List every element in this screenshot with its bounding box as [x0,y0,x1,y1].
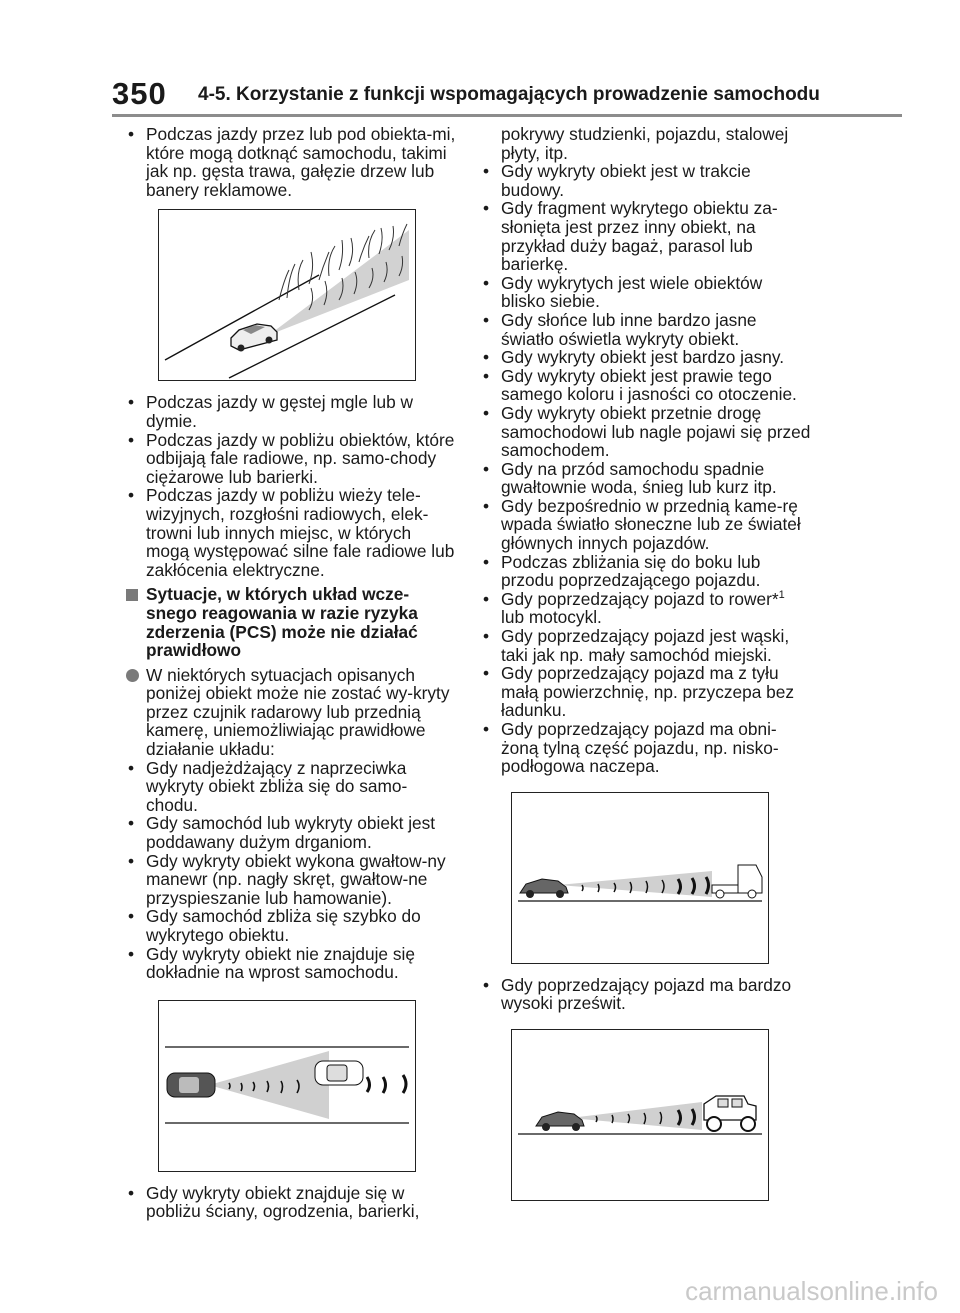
list-item: • Gdy wykrytych jest wiele obiektów blisko siebie. [481,274,811,311]
left-column [126,125,456,1221]
list-item: • Podczas jazdy w pobliżu wieży tele-wizyjnych, rozgłośni radiowych, elek-trowni lub innych miejsc, w których mogą występować silne fale radiowe lub zakłócenia elektryczne. [126,486,456,579]
figure-offset-object-illustration [158,1000,416,1172]
square-bullet-icon [126,589,138,601]
list-item: • Gdy wykryty obiekt nie znajduje się dokładnie na wprost samochodu. [126,945,456,982]
list-item: • Podczas jazdy w pobliżu obiektów, które odbijają fale radiowe, np. samo-chody ciężarowe lub barierki. [126,431,456,487]
list-item-continuation: pokrywy studzienki, pojazdu, stalowej płyty, itp. [501,124,789,163]
list-item: • Gdy nadjeżdżający z naprzeciwka wykryty obiekt zbliża się do samo-chodu. [126,759,456,815]
list-item: • Gdy wykryty obiekt jest bardzo jasny. [481,348,811,367]
list-item: • Gdy wykryty obiekt jest w trakcie budowy. [481,162,811,199]
list-item: • Gdy wykryty obiekt jest prawie tego samego koloru i jasności co otoczenie. [481,367,811,404]
page-title: 4-5. Korzystanie z funkcji wspomagających prowadzenie samochodu [198,84,820,105]
car-icon [231,324,277,352]
section-heading: Sytuacje, w których układ wcze-snego reagowania w razie ryzyka zderzenia (PCS) może nie działać prawidłowo [126,585,456,659]
page-number: 350 [112,76,167,111]
figure-high-clearance-illustration [511,1029,769,1201]
list-item: • Podczas zbliżania się do boku lub przodu poprzedzającego pojazdu. [481,553,811,590]
truck-icon [712,865,762,898]
figure-grass-illustration [158,209,416,381]
note-paragraph: W niektórych sytuacjach opisanych poniżej obiekt może nie zostać wy-kryty przez czujnik radarowy lub przednią kamerę, uniemożliwiając prawidłowe działanie układu: [126,666,456,759]
watermark: carmanualsonline.info [685,1276,938,1306]
list-item: • Gdy wykryty obiekt przetnie drogę samochodowi lub nagle pojawi się przed samochodem. [481,404,811,460]
list-item: • Podczas jazdy przez lub pod obiekta-mi, które mogą dotknąć samochodu, takimi jak np. gęsta trawa, gałęzie drzew lub banery reklamowe. [126,125,456,199]
car-icon [315,1061,363,1085]
right-column [481,125,811,1213]
list-item: • Gdy poprzedzający pojazd ma obni-żoną tylną część pojazdu, np. nisko-podłogowa naczepa. [481,720,811,776]
header-rule [112,114,902,117]
list-item: • Podczas jazdy w gęstej mgle lub w dymie. [126,393,456,430]
car-icon [536,1112,584,1131]
list-item: • Gdy fragment wykrytego obiektu za-słonięta jest przez inny obiekt, na przykład duży bagaż, parasol lub barierkę. [481,199,811,273]
list-item: • Gdy na przód samochodu spadnie gwałtownie woda, śnieg lub kurz itp. [481,460,811,497]
list-item: • Gdy poprzedzający pojazd jest wąski, taki jak np. mały samochód miejski. [481,627,811,664]
list-item: • Gdy poprzedzający pojazd ma z tyłu małą powierzchnię, np. przyczepa bez ładunku. [481,664,811,720]
suv-icon [704,1096,756,1131]
figure-trailer-illustration [511,792,769,964]
list-item: • Gdy bezpośrednio w przednią kame-rę wpada światło słoneczne lub ze świateł głównych innych pojazdów. [481,497,811,553]
list-item: • Gdy słońce lub inne bardzo jasne światło oświetla wykryty obiekt. [481,311,811,348]
list-item: • Gdy wykryty obiekt wykona gwałtow-ny manewr (np. nagły skręt, gwałtow-ne przyspieszanie lub hamowanie). [126,852,456,908]
list-item: • Gdy samochód lub wykryty obiekt jest poddawany dużym drganiom. [126,814,456,851]
list-item: • Gdy samochód zbliża się szybko do wykrytego obiektu. [126,907,456,944]
circle-bullet-icon [126,669,139,682]
car-icon [167,1073,215,1097]
list-item: • Gdy poprzedzający pojazd to rower*$^1$ lub motocykl. [481,590,811,627]
footnote-marker: 1 [778,589,785,602]
list-item: • Gdy poprzedzający pojazd ma bardzo wysoki prześwit. [481,976,811,1013]
list-item: • Gdy wykryty obiekt znajduje się w pobliżu ściany, ogrodzenia, barierki, [126,1184,456,1221]
car-icon [520,879,568,898]
